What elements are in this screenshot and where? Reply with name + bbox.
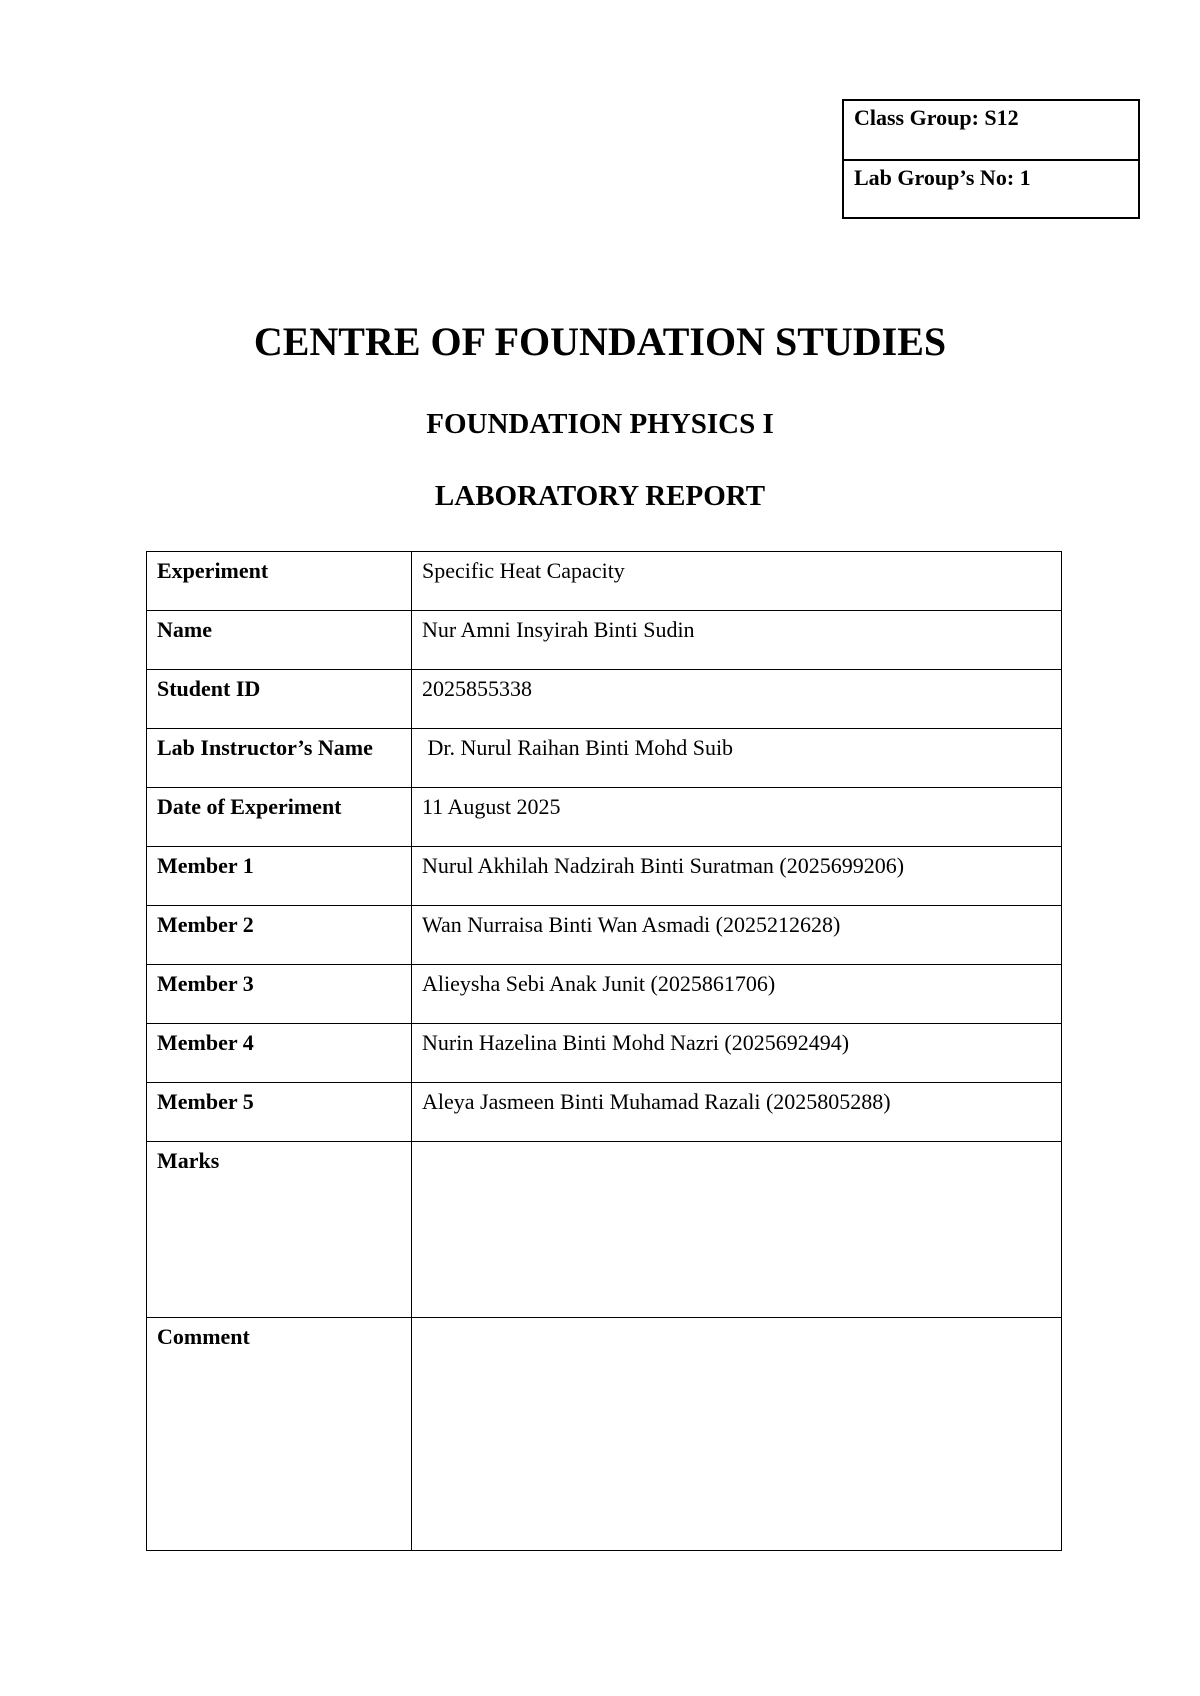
row-value: Aleya Jasmeen Binti Muhamad Razali (2025805288): [412, 1083, 1062, 1142]
row-value: Alieysha Sebi Anak Junit (2025861706): [412, 965, 1062, 1024]
row-label: Student ID: [147, 670, 412, 729]
table-row: [147, 788, 1062, 847]
row-value: Nurul Akhilah Nadzirah Binti Suratman (2025699206): [412, 847, 1062, 906]
row-value: Nur Amni Insyirah Binti Sudin: [412, 611, 1062, 670]
lab-group: Lab Group’s No: 1: [844, 159, 1138, 217]
row-label: Member 3: [147, 965, 412, 1024]
marks-label: Marks: [147, 1142, 412, 1318]
row-value: Dr. Nurul Raihan Binti Mohd Suib: [412, 729, 1062, 788]
row-label: Member 1: [147, 847, 412, 906]
row-label: Member 4: [147, 1024, 412, 1083]
row-label: Experiment: [147, 552, 412, 611]
row-value: Specific Heat Capacity: [412, 552, 1062, 611]
table-row: [147, 847, 1062, 906]
institution-title: CENTRE OF FOUNDATION STUDIES: [253, 319, 947, 364]
row-value: Wan Nurraisa Binti Wan Asmadi (2025212628): [412, 906, 1062, 965]
marks-row: [147, 1142, 1062, 1318]
group-info-box: [842, 99, 1140, 219]
table-row: [147, 611, 1062, 670]
table-row: [147, 965, 1062, 1024]
report-type-title: LABORATORY REPORT: [434, 480, 766, 512]
comment-label: Comment: [147, 1318, 412, 1551]
comment-value: [412, 1318, 1062, 1551]
row-label: Member 5: [147, 1083, 412, 1142]
row-label: Lab Instructor’s Name: [147, 729, 412, 788]
row-label: Member 2: [147, 906, 412, 965]
table-row: [147, 729, 1062, 788]
row-value: Nurin Hazelina Binti Mohd Nazri (2025692494): [412, 1024, 1062, 1083]
row-label: Date of Experiment: [147, 788, 412, 847]
course-title: FOUNDATION PHYSICS I: [426, 408, 774, 440]
comment-row: [147, 1318, 1062, 1551]
row-value: 2025855338: [412, 670, 1062, 729]
report-info-table: [146, 551, 1062, 1551]
table-row: [147, 1024, 1062, 1083]
row-label: Name: [147, 611, 412, 670]
row-value: 11 August 2025: [412, 788, 1062, 847]
marks-value: [412, 1142, 1062, 1318]
table-row: [147, 552, 1062, 611]
class-group: Class Group: S12: [854, 105, 1019, 130]
table-row: [147, 906, 1062, 965]
table-row: [147, 670, 1062, 729]
table-row: [147, 1083, 1062, 1142]
